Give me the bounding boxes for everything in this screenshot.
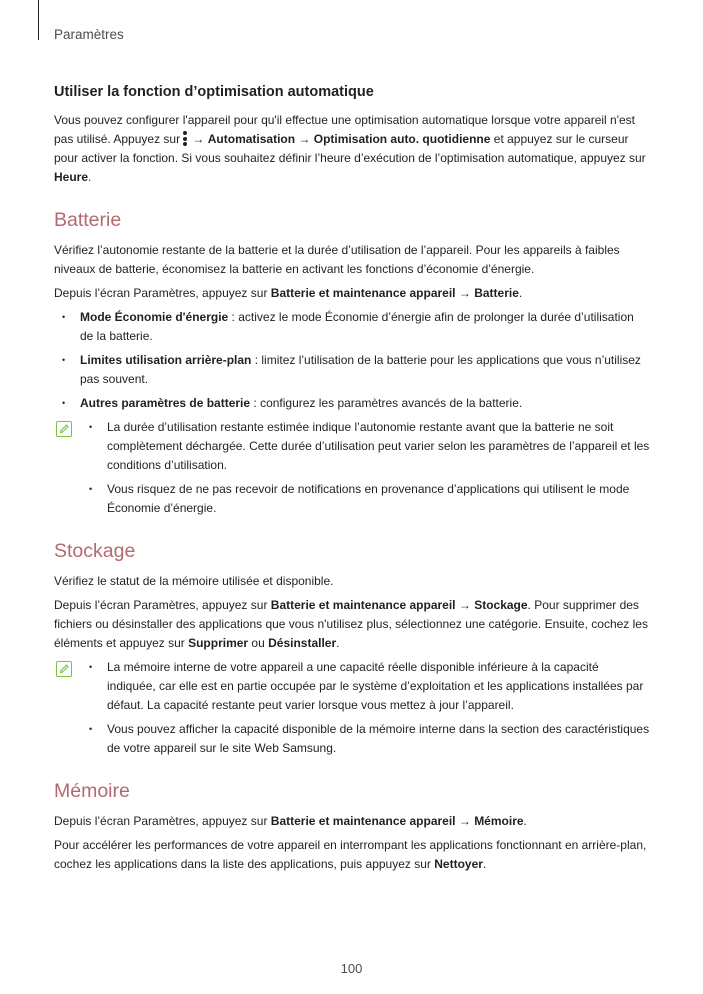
menu-term: Stockage bbox=[474, 598, 528, 612]
arrow: → bbox=[295, 132, 314, 146]
arrow: → bbox=[455, 286, 475, 300]
note-item: • La durée d’utilisation restante estimée indique l’autonomie restante avant que la batterie ne soit complètement déchargée. Cette durée d’utilisation peut varier selon les paramètres de l’appareil et les conditions d’utilisation. bbox=[80, 418, 650, 475]
text: . bbox=[88, 170, 92, 184]
text: Vous pouvez configurer l'appareil pour qu'il effectue une optimisation automatique lorsque votre appareil n'est pas utilisé. Appuyez sur bbox=[54, 113, 636, 146]
arrow: → bbox=[455, 814, 475, 828]
menu-term: Automatisation bbox=[207, 132, 296, 146]
list-item bbox=[54, 308, 650, 346]
stockage-intro: Vérifiez le statut de la mémoire utilisée et disponible. bbox=[54, 574, 334, 588]
arrow: → bbox=[455, 598, 475, 612]
list-item bbox=[54, 394, 650, 413]
page-content bbox=[54, 82, 650, 879]
batterie-heading: Batterie bbox=[54, 209, 122, 231]
menu-term: Batterie et maintenance appareil bbox=[270, 814, 456, 828]
text: . bbox=[482, 857, 487, 871]
text: . Pour supprimer des fichiers ou désinstaller des applications que vous n'utilisez plus, sélectionnez une catégorie. Ensuite, cochez les éléments et appuyez sur bbox=[54, 598, 648, 650]
section-memoire bbox=[54, 778, 650, 874]
text: Depuis l’écran Paramètres, appuyez sur bbox=[54, 814, 271, 828]
menu-term: Nettoyer bbox=[434, 857, 483, 871]
stockage-path bbox=[54, 596, 650, 653]
text: Pour accélérer les performances de votre appareil en interrompant les applications fonctionnant en arrière-plan, cochez les applications dans la liste des applications, puis appuyez sur bbox=[54, 838, 647, 871]
text: Depuis l’écran Paramètres, appuyez sur bbox=[54, 598, 271, 612]
menu-term: Batterie et maintenance appareil bbox=[270, 598, 456, 612]
note-icon bbox=[56, 661, 72, 677]
header-title: Paramètres bbox=[54, 27, 124, 42]
note-item: • La mémoire interne de votre appareil a une capacité réelle disponible inférieure à la capacité indiquée, car elle est en partie occupée par le système d’exploitation et les applications installées par défaut. La capacité restante peut varier lorsque vous mettez à jour l’appareil. bbox=[80, 658, 650, 715]
memoire-heading: Mémoire bbox=[54, 780, 130, 802]
batterie-path bbox=[54, 284, 650, 303]
auto-opt-heading: Utiliser la fonction d’optimisation automatique bbox=[54, 84, 374, 100]
page-number: 100 bbox=[340, 961, 363, 976]
page-rule bbox=[38, 0, 39, 40]
note-item: • Vous risquez de ne pas recevoir de notifications en provenance d’applications qui utilisent le mode Économie d’énergie. bbox=[80, 480, 650, 518]
menu-term: Batterie bbox=[474, 286, 519, 300]
memoire-paragraph bbox=[54, 836, 650, 874]
batterie-options-list bbox=[54, 308, 650, 413]
batterie-intro: Vérifiez l’autonomie restante de la batterie et la durée d’utilisation de l’appareil. Pour les appareils à faibles niveaux de batterie, économisez la batterie en activant les fonctions d’économie d’énergie. bbox=[54, 243, 620, 276]
text: . bbox=[518, 286, 523, 300]
option-term: Mode Économie d'énergie bbox=[80, 310, 229, 324]
menu-term: Désinstaller bbox=[268, 636, 337, 650]
menu-term: Mémoire bbox=[474, 814, 524, 828]
option-desc: : limitez l’utilisation de la batterie pour les applications que vous n’utilisez pas souvent. bbox=[80, 353, 641, 386]
text: . bbox=[336, 636, 340, 650]
more-options-icon bbox=[182, 131, 187, 146]
list-item bbox=[54, 351, 650, 389]
stockage-heading: Stockage bbox=[54, 540, 136, 562]
option-term: Autres paramètres de batterie bbox=[80, 396, 251, 410]
menu-term: Heure bbox=[54, 170, 89, 184]
auto-opt-paragraph bbox=[54, 111, 650, 187]
text: ou bbox=[248, 636, 269, 650]
stockage-note bbox=[54, 658, 650, 758]
menu-term: Batterie et maintenance appareil bbox=[270, 286, 456, 300]
text: Depuis l’écran Paramètres, appuyez sur bbox=[54, 286, 271, 300]
section-auto-optimisation bbox=[54, 82, 650, 187]
option-term: Limites utilisation arrière-plan bbox=[80, 353, 252, 367]
menu-term: Optimisation auto. quotidienne bbox=[313, 132, 491, 146]
text: . bbox=[523, 814, 527, 828]
menu-term: Supprimer bbox=[188, 636, 249, 650]
batterie-note bbox=[54, 418, 650, 518]
memoire-path bbox=[54, 812, 650, 831]
text: et appuyez sur le curseur pour activer la fonction. Si vous souhaitez définir l’heure d’exécution de l’optimisation automatique, appuyez sur bbox=[54, 132, 646, 165]
section-stockage bbox=[54, 538, 650, 758]
arrow: → bbox=[189, 132, 208, 146]
note-item: • Vous pouvez afficher la capacité disponible de la mémoire interne dans la section des caractéristiques de votre appareil sur le site Web Samsung. bbox=[80, 720, 650, 758]
section-batterie bbox=[54, 207, 650, 518]
option-desc: : activez le mode Économie d’énergie afin de prolonger la durée d’utilisation de la batterie. bbox=[80, 310, 634, 343]
option-desc: : configurez les paramètres avancés de la batterie. bbox=[250, 396, 523, 410]
note-icon bbox=[56, 421, 72, 437]
